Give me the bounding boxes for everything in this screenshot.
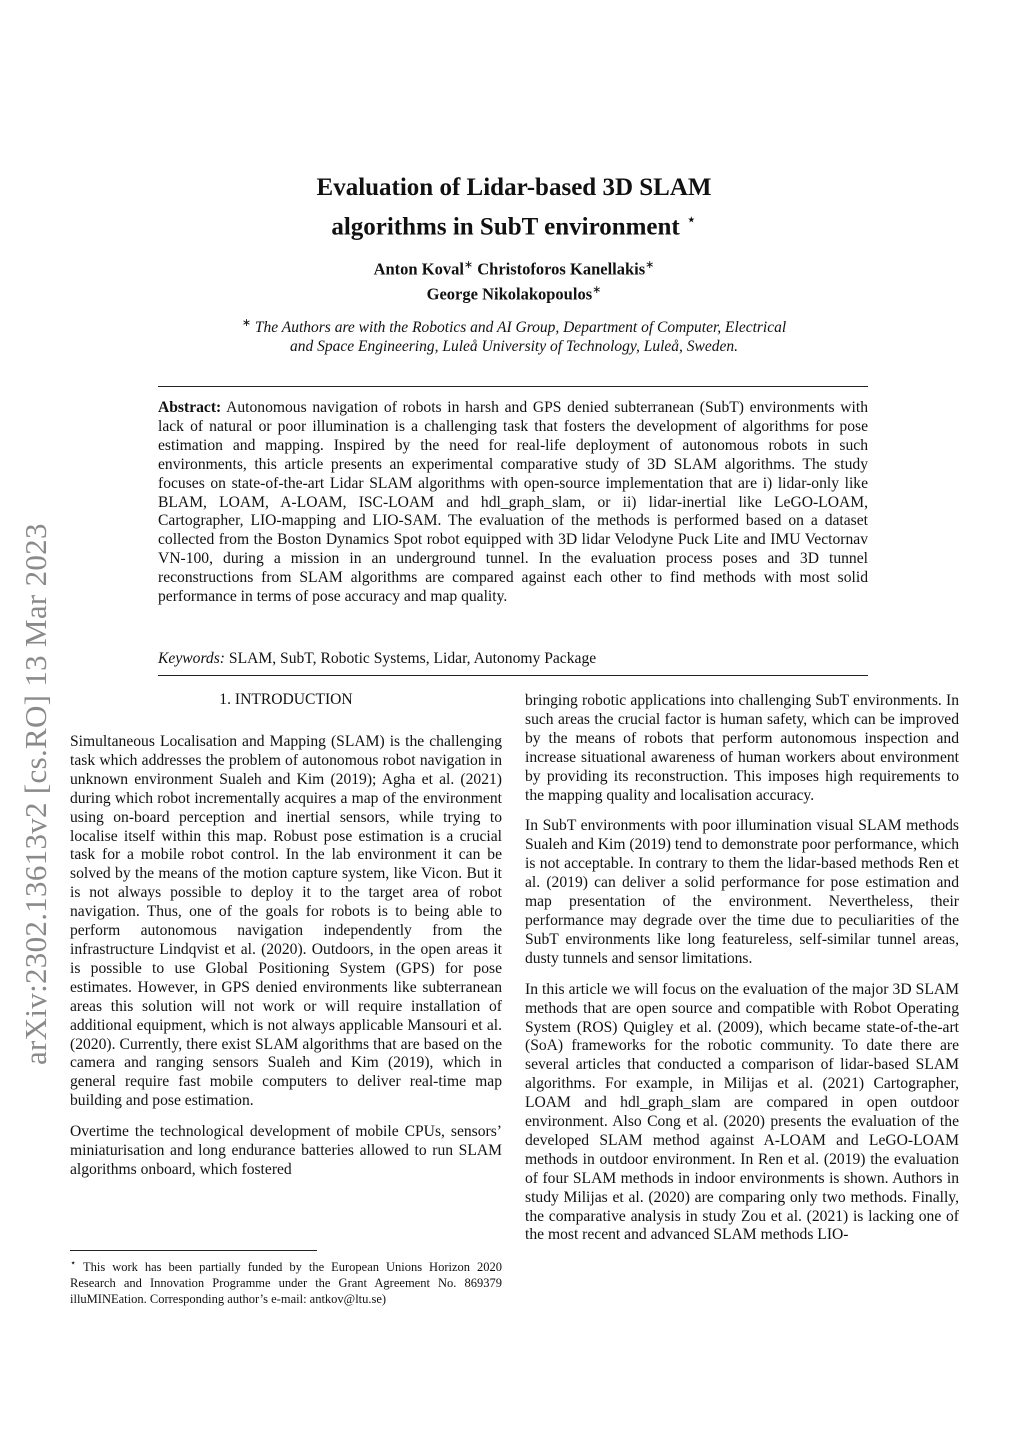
abstract-top-rule	[158, 386, 868, 387]
abstract	[158, 399, 868, 607]
abstract-text: Autonomous navigation of robots in harsh and GPS denied subterranean (SubT) environments with lack of natural or poor illumination is a challenging task that fosters the development of algorithms for pose estimation and mapping. Inspired by the need for real-life deployment of autonomous robots in such environments, this article presents an experimental comparative study of 3D SLAM algorithms. The study focuses on state-of-the-art Lidar SLAM algorithms with open-source implementation that are i) lidar-only like BLAM, LOAM, A-LOAM, ISC-LOAM and hdl_graph_slam, or ii) lidar-inertial like LeGO-LOAM, Cartographer, LIO-mapping and LIO-SAM. The evaluation of the methods is performed based on a dataset collected from the Boston Dynamics Spot robot equipped with 3D lidar Velodyne Puck Lite and IMU Vectornav VN-100, during a mission in an underground tunnel. In the evaluation process poses and 3D tunnel reconstructions from SLAM algorithms are compared against each other to find methods with most solid performance in terms of pose accuracy and map quality.	[158, 399, 869, 606]
intro-paragraph-4: In SubT environments with poor illumination visual SLAM methods Sualeh and Kim (2019) tend to demonstrate poor performance, which is not acceptable. In contrary to them the lidar-based methods Ren et al. (2019) can deliver a solid performance for pose estimation and map presentation of the environment. Nevertheless, their performance may degrade over the time due to peculiarities of the SubT environments like long featureless, self-similar tunnel areas, dusty tunnels and sensor limitations.	[525, 817, 959, 967]
intro-paragraph-3: bringing robotic applications into challenging SubT environments. In such areas the crucial factor is human safety, which can be improved by the means of robots that perform autonomous inspection and increase situational awareness of human workers about environment by providing its reconstruction. This imposes high requirements to the mapping quality and localisation accuracy.	[525, 692, 959, 804]
author-koval: Anton Koval	[373, 259, 464, 279]
intro-paragraph-5: In this article we will focus on the evaluation of the major 3D SLAM methods that are open source and compatible with Robot Operating System (ROS) Quigley et al. (2009), which became state-of-the-art (SoA) frameworks for the robotic community. To date there are several articles that conducted a comparison of lidar-based SLAM algorithms. For example, in Milijas et al. (2021) Cartographer, LOAM and hdl_graph_slam are compared in open outdoor environment. Also Cong et al. (2020) presents the evaluation of the developed SLAM method against A-LOAM and LeGO-LOAM methods in outdoor environment. In Ren et al. (2019) the evaluation of four SLAM methods in indoor environments is shown. Authors in study Milijas et al. (2020) are comparing only two methods. Finally, the comparative analysis in study Zou et al. (2021) is lacking one of the most recent and advanced SLAM methods LIO-	[525, 980, 959, 1244]
author-list	[160, 255, 868, 304]
left-column	[70, 733, 502, 1192]
author-line-1	[160, 255, 868, 280]
abstract-label: Abstract:	[158, 399, 222, 416]
author-mark-2: ∗	[645, 259, 655, 271]
author-line-2	[160, 280, 868, 305]
author-mark-1: ∗	[463, 259, 474, 271]
footnote-mark: ⋆	[70, 1258, 77, 1269]
paper-title	[160, 172, 868, 243]
footnote-rule	[70, 1250, 317, 1251]
keywords-text: SLAM, SubT, Robotic Systems, Lidar, Autonomy Package	[228, 650, 597, 667]
funding-footnote	[70, 1256, 502, 1307]
right-column	[525, 692, 959, 1257]
keywords-bottom-rule	[158, 675, 868, 676]
affiliation	[230, 314, 798, 356]
title-line-2-text: algorithms in SubT environment	[331, 213, 680, 241]
title-line-1: Evaluation of Lidar-based 3D SLAM	[316, 174, 712, 201]
title-line-2	[160, 204, 868, 243]
arxiv-stamp: arXiv:2302.13613v2 [cs.RO] 13 Mar 2023	[18, 523, 53, 1065]
author-mark-3: ∗	[592, 283, 602, 296]
affiliation-text: The Authors are with the Robotics and AI Group, Department of Computer, Electrical and Space Engineering, Luleå University of Technology, Luleå, Sweden.	[254, 319, 787, 355]
affiliation-mark: ∗	[241, 317, 252, 329]
author-nikolakopoulos: George Nikolakopoulos	[426, 284, 593, 303]
title-star-mark: ⋆	[686, 210, 697, 229]
keywords	[158, 649, 868, 668]
intro-paragraph-1: Simultaneous Localisation and Mapping (SLAM) is the challenging task which addresses the problem of autonomous robot navigation in unknown environment Sualeh and Kim (2019); Agha et al. (2021) during which robot incrementally acquires a map of the environment using on-board perception and inertial sensors, while trying to localise itself within this map. Robust pose estimation is a crucial task for a mobile robot control. In the lab environment it can be solved by the means of the motion capture system, like Vicon. But it is not always possible to deploy it to the target area of robot navigation. Thus, one of the goals for robots is to being able to perform autonomous navigation independently from the infrastructure Lindqvist et al. (2020). Outdoors, in the open areas it is possible to use Global Positioning System (GPS) for pose estimates. However, in GPS denied environments like subterranean areas this solution will not work or will require installation of additional equipment, which is not always applicable Mansouri et al. (2020). Currently, there exist SLAM algorithms that are based on the camera and ranging sensors Sualeh and Kim (2019), which in general require fast mobile computers to deliver real-time map building and pose estimation.	[70, 733, 502, 1110]
section-heading-introduction: 1. INTRODUCTION	[219, 691, 353, 708]
intro-paragraph-2: Overtime the technological development of mobile CPUs, sensors’ miniaturisation and long endurance batteries allowed to run SLAM algorithms onboard, which fostered	[70, 1123, 502, 1178]
author-kanellakis: Christoforos Kanellakis	[477, 259, 646, 279]
keywords-label: Keywords:	[158, 650, 225, 667]
footnote-text: This work has been partially funded by the European Unions Horizon 2020 Research and Innovation Programme under the Grant Agreement No. 869379 illuMINEation. Corresponding author’s e-mail: antkov@ltu.se)	[70, 1260, 502, 1307]
